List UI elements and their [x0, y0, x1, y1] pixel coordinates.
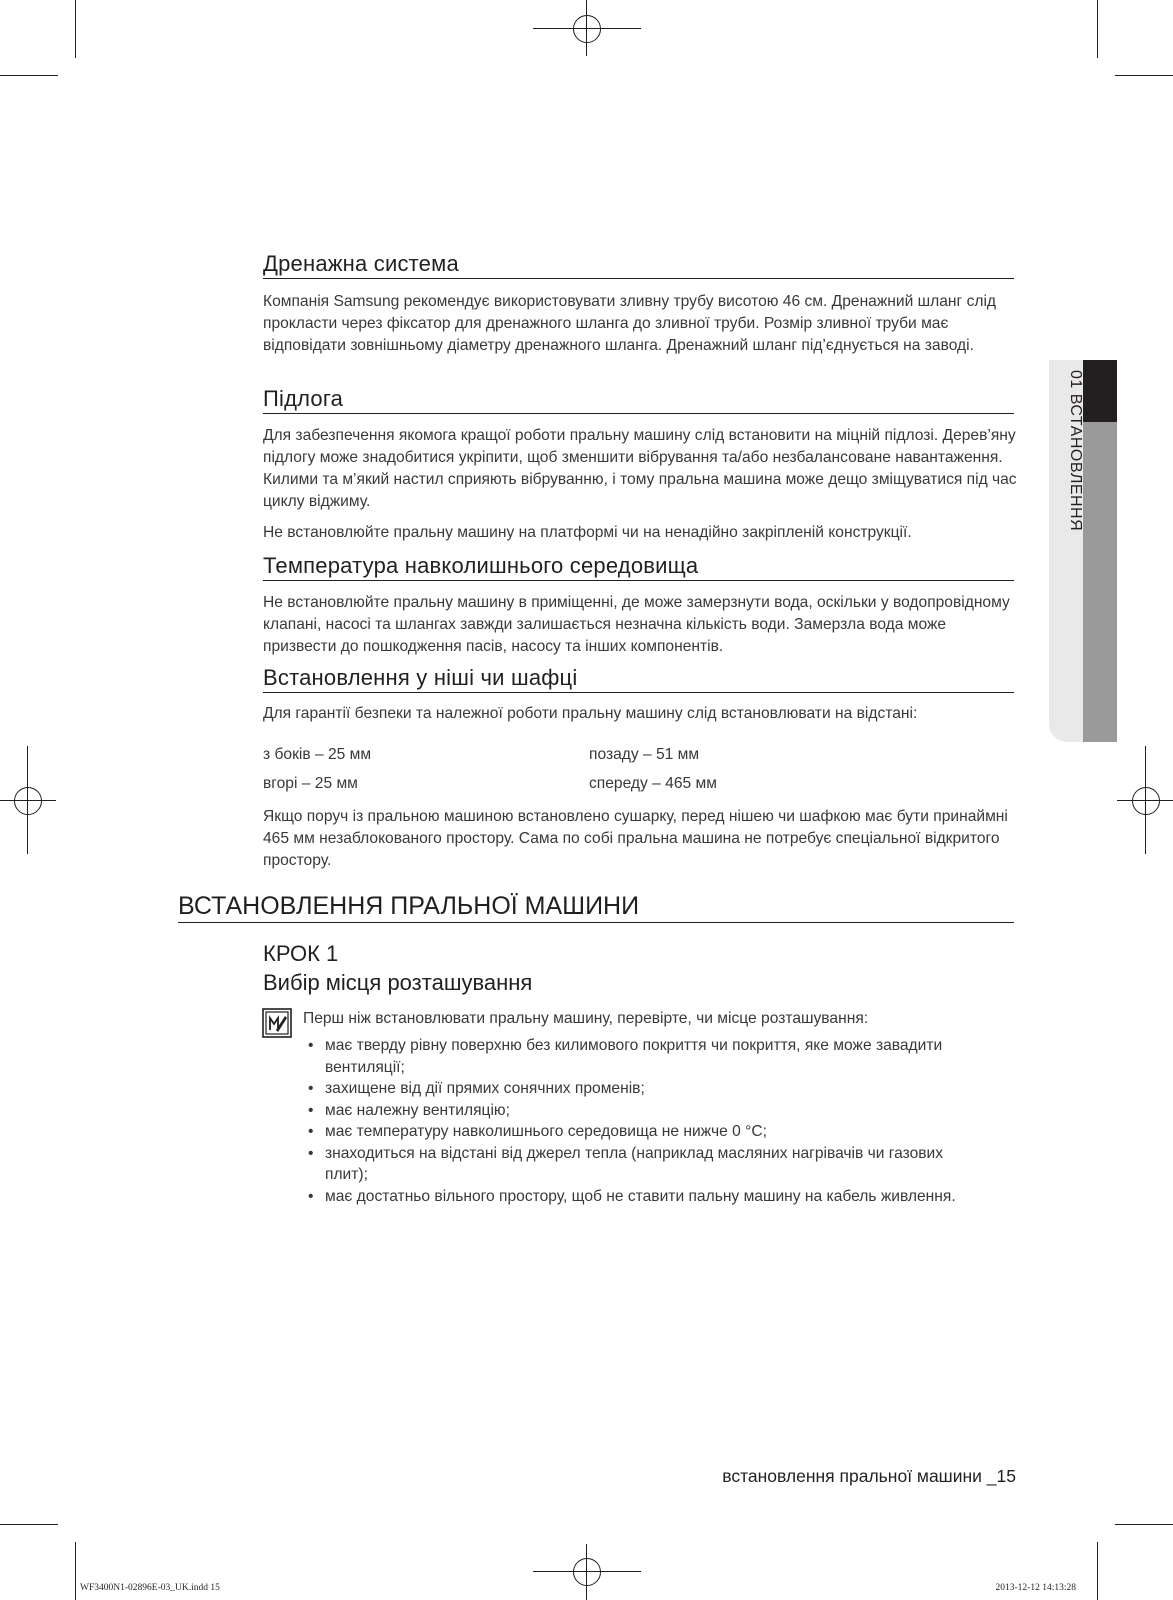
list-item: • має температуру навколишнього середовища не нижче 0 °C; [300, 1121, 980, 1143]
section-text-floor-2: Не встановлюйте пральну машину на платформі чи на ненадійно закріпленій конструкції. [263, 524, 912, 541]
clearance-sides: з боків – 25 мм [263, 746, 372, 763]
list-item: • має тверду рівну поверхню без килимового покриття чи покриття, яке може завадити вентиляції; [300, 1035, 980, 1078]
section-title-drain: Дренажна система [263, 251, 1014, 279]
chapter-tab-label: 01 ВСТАНОВЛЕННЯ [1067, 370, 1084, 532]
section-title-niche: Встановлення у ніші чи шафці [263, 665, 1014, 693]
location-checklist [300, 1035, 980, 1207]
clearance-back: позаду – 51 мм [589, 746, 700, 763]
list-item: • має належну вентиляцію; [300, 1100, 980, 1122]
section-text-drain: Компанія Samsung рекомендує використовувати зливну трубу висотою 46 см. Дренажний шланг слід прокласти через фіксатор для дренажного шланга до зливної труби. Розмір зливної труби має відповідати зовнішньому діаметру дренажного шланга. Дренажний шланг під’єднується на заводі. [263, 293, 997, 354]
clearance-top: вгорі – 25 мм [263, 775, 358, 792]
section-text-temperature: Не встановлюйте пральну машину в приміщенні, де може замерзнути вода, оскільки у водопровідному клапані, насосі та шлангах завжди залишається незначна кількість води. Замерзла вода може призвести до пошкодження пасів, насосу та інших компонентів. [263, 594, 1010, 655]
main-heading: ВСТАНОВЛЕННЯ ПРАЛЬНОЇ МАШИНИ [178, 891, 1014, 923]
clearance-front: спереду – 465 мм [589, 775, 717, 792]
section-text-floor-1: Для забезпечення якомога кращої роботи пральну машину слід встановити на міцній підлозі. Дерев’яну підлогу може знадобитися укріпити, щоб зменшити вібрування та/або незбалансоване навантаження. Килими та м’який настил сприяють вібруванню, і тому пральна машина може дещо зміщуватися під час циклу віджиму. [263, 427, 1017, 510]
list-item: • має достатньо вільного простору, щоб не ставити пальну машину на кабель живлення. [300, 1186, 980, 1208]
print-slug-file: WF3400N1-02896E-03_UK.indd 15 [80, 1583, 220, 1593]
section-title-floor: Підлога [263, 386, 1014, 414]
list-item: • знаходиться на відстані від джерел тепла (наприклад масляних нагрівачів чи газових плит); [300, 1143, 980, 1186]
step-label: КРОК 1 [263, 941, 339, 966]
step-subtitle: Вибір місця розташування [263, 970, 533, 995]
section-title-temperature: Температура навколишнього середовища [263, 553, 1014, 581]
list-item: • захищене від дії прямих сонячних променів; [300, 1078, 980, 1100]
section-intro-niche: Для гарантії безпеки та належної роботи пральну машину слід встановлювати на відстані: [263, 705, 918, 722]
page-footer: встановлення пральної машини _15 [722, 1466, 1016, 1486]
note-icon [262, 1008, 292, 1038]
note-text: Перш ніж встановлювати пральну машину, перевірте, чи місце розташування: [303, 1010, 869, 1027]
section-text-niche: Якщо поруч із пральною машиною встановлено сушарку, перед нішею чи шафкою має бути принаймні 465 мм незаблокованого простору. Сама по собі пральна машина не потребує спеціальної відкритого простору. [263, 808, 1008, 869]
print-slug-date: 2013-12-12 14:13:28 [995, 1583, 1076, 1593]
